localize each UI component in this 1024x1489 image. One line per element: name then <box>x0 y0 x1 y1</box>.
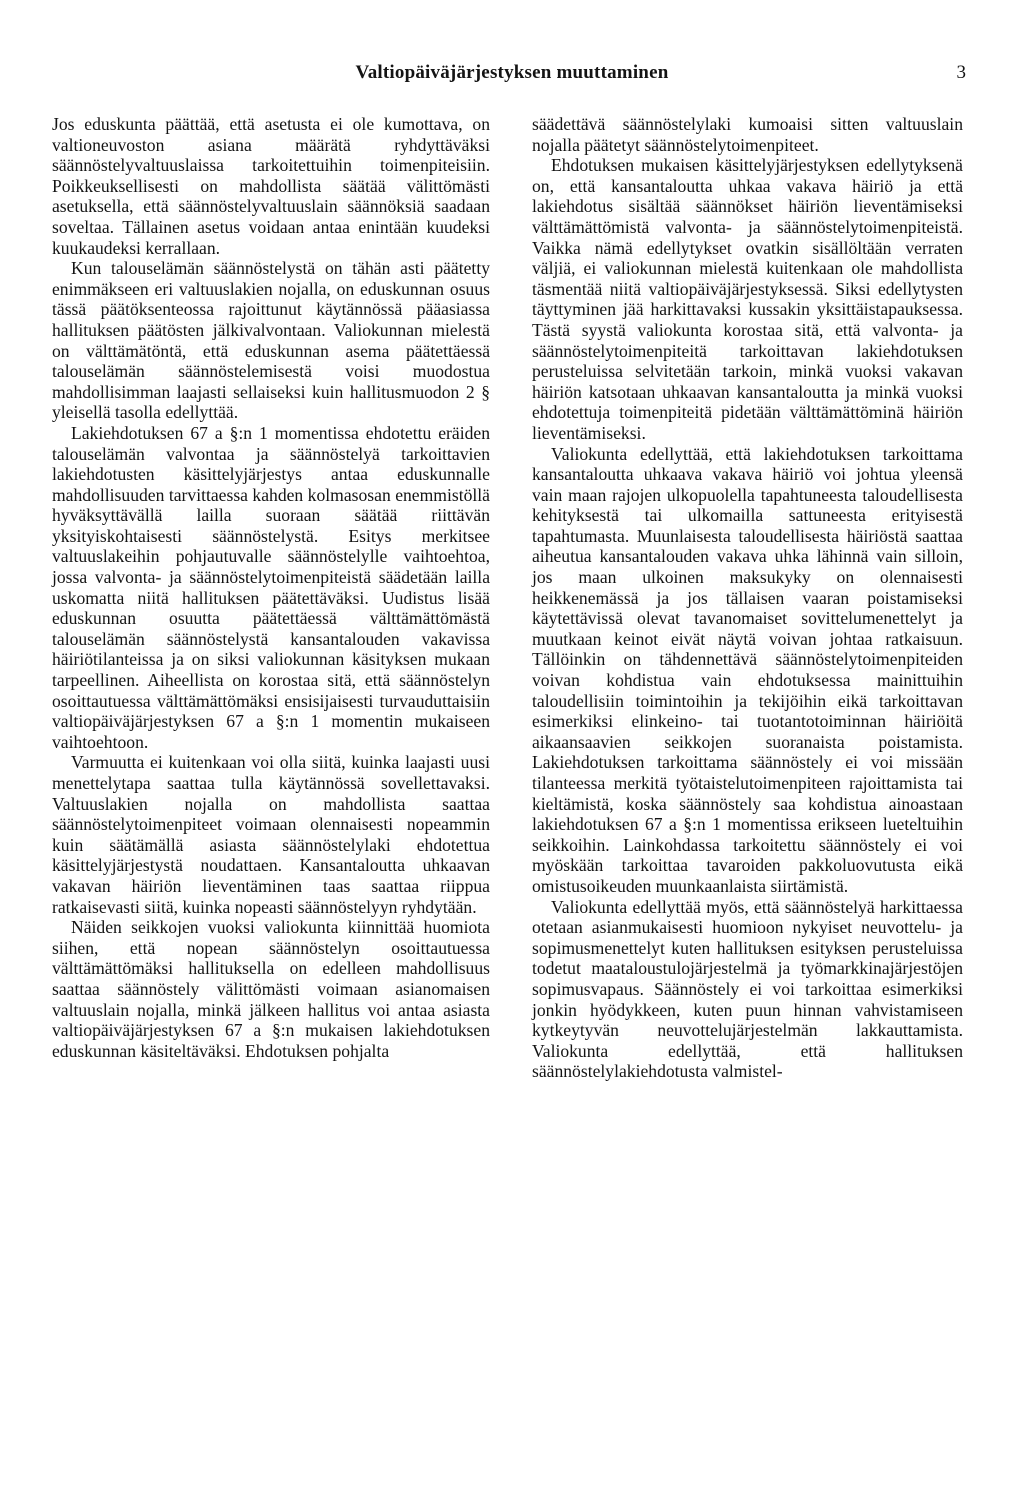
paragraph: Kun talouselämän säännöstelystä on tähän asti päätetty enimmäkseen eri valtuuslakien nojalla, on eduskunnan osuus tässä päätöksenteossa rajoittunut käytännössä pääasiassa hallituksen päätösten jälkivalvontaan. Valiokunnan mielestä on välttämätöntä, että eduskunnan asema päätettäessä talouselämän säännöstelemisestä voisi muodostua mahdollisimman laajasti sellaiseksi kuin hallitusmuodon 2 § yleisellä tasolla edellyttää. <box>52 258 490 423</box>
paragraph: Jos eduskunta päättää, että asetusta ei ole kumottava, on valtioneuvoston asiana määrätä ryhdyttäväksi säännöstelyvaltuuslaissa tarkoitettuihin toimenpiteisiin. Poikkeuksellisesti on mahdollista säätää välittömästi asetuksella, että säännöstelyvaltuuslain säännöksiä saadaan soveltaa. Tällainen asetus voidaan antaa enintään kuudeksi kuukaudeksi kerrallaan. <box>52 114 490 258</box>
left-column <box>52 114 490 1061</box>
paragraph: Valiokunta edellyttää, että lakiehdotuksen tarkoittama kansantaloutta uhkaava vakava häiriö voi johtua yleensä vain maan rajojen ulkopuolella tapahtuneesta taloudellisesta kehityksestä tai ulkomailla sattuneesta erityisestä tapahtumasta. Muunlaisesta taloudellisesta häiriöstä saattaa aiheutua kansantalouden vakava uhka lähinnä vain silloin, jos maan ulkoinen maksukyky on olennaisesti heikkenemässä ja jos tällaisen vaaran poistamiseksi käytettävissä olevat tavanomaiset sovittelumenettelyt ja muutkaan keinot eivät näytä voivan johtaa ratkaisuun. Tällöinkin on tähdennettävä säännöstelytoimenpiteiden voivan kohdistua vain ehdotuksessa mainittuihin taloudellisiin toimintoihin ja tekijöihin eikä tarkoittavan esimerkiksi elinkeino- tai tuotantotoiminnan häiriöitä aikaansaavien seikkojen suoranaista poistamista. Lakiehdotuksen tarkoittama säännöstely ei voi missään tilanteessa merkitä työtaistelutoimenpiteen rajoittamista tai kieltämistä, koska säännöstely saa kohdistua ainoastaan lakiehdotuksen 67 a §:n 1 momentissa erikseen lueteltuihin seikkoihin. Lainkohdassa tarkoitettu säännöstely ei voi myöskään tarkoittaa tavaroiden pakkoluovutusta eikä omistusoikeuden muunkaanlaista siirtämistä. <box>532 443 963 896</box>
page-number: 3 <box>956 62 966 83</box>
paragraph: Valiokunta edellyttää myös, että säännöstelyä harkittaessa otetaan asianmukaisesti huomioon nykyiset neuvottelu- ja sopimusmenettelyt kuten hallituksen esityksen perusteluissa todetut maataloustulojärjestelmä ja työmarkkinajärjestöjen sopimusvapaus. Säännöstely ei voi tarkoittaa esimerkiksi jonkin hyödykkeen, kuten puun hinnan vahvistamiseen kytkeytyvän neuvottelujärjestelmän lakkauttamista. Valiokunta edellyttää, että hallituksen säännöstelylakiehdotusta valmistel- <box>532 896 963 1082</box>
paragraph: Lakiehdotuksen 67 a §:n 1 momentissa ehdotettu eräiden talouselämän valvontaa ja säännöstelyä tarkoittavien lakiehdotusten käsittelyjärjestys antaa eduskunnalle mahdollisuuden tarvittaessa kahden kolmasosan enemmistöllä hyväksyttävällä lailla suoraan säätää riittävän yksityiskohtaisesti säännöstelystä. Esitys merkitsee valtuuslakeihin pohjautuvalle säännöstelylle vaihtoehtoa, jossa valvonta- ja säännöstelytoimenpiteistä säädetään lailla uskomatta niitä hallituksen päätettäväksi. Uudistus lisää eduskunnan osuutta päätettäessä välttämättömästä talouselämän säännöstelystä kansantalouden vakavissa häiriötilanteissa ja on siksi valiokunnan käsityksen mukaan tarpeellinen. Aiheellista on korostaa sitä, että säännöstelyn osoittautuessa välttämättömäksi ensisijaisesti turvauduttaisiin valtiopäiväjärjestyksen 67 a §:n 1 momentin mukaiseen vaihtoehtoon. <box>52 422 490 752</box>
paragraph: Varmuutta ei kuitenkaan voi olla siitä, kuinka laajasti uusi menettelytapa saattaa tulla käytännössä sovellettavaksi. Valtuuslakien nojalla on mahdollista saattaa säännöstelytoimenpiteet voimaan olennaisesti nopeammin kuin säätämällä asiasta säännöstelylaki ehdotettua käsittelyjärjestystä noudattaen. Kansantaloutta uhkaavan vakavan häiriön lieventäminen taas saattaa riippua ratkaisevasti siitä, kuinka nopeasti säännöstelyyn ryhdytään. <box>52 752 490 917</box>
page-header <box>0 62 1024 88</box>
running-title: Valtiopäiväjärjestyksen muuttaminen <box>355 62 669 83</box>
paragraph: Ehdotuksen mukaisen käsittelyjärjestyksen edellytyksenä on, että kansantaloutta uhkaa vakava häiriö ja että lakiehdotus sisältää säännökset häiriön lieventämiseksi välttämättömistä valvonta- ja säännöstelytoimenpiteistä. Vaikka nämä edellytykset ovatkin sisällöltään verraten väljiä, ei valiokunnan mielestä kuitenkaan ole mahdollista täsmentää niitä valtiopäiväjärjestyksessä. Siksi edellytysten täyttyminen jää harkittavaksi kussakin yksittäistapauksessa. Tästä syystä valiokunta korostaa sitä, että valvonta- ja säännöstelytoimenpiteitä tarkoittavan lakiehdotuksen perusteluissa selvitetään tarkoin, minkä vuoksi vakavan häiriön katsotaan uhkaavan kansantaloutta ja minkä vuoksi ehdotettuja toimenpiteitä pidetään välttämättöminä häiriön lieventämiseksi. <box>532 155 963 443</box>
paragraph: säädettävä säännöstelylaki kumoaisi sitten valtuuslain nojalla päätetyt säännöstelytoimenpiteet. <box>532 114 963 155</box>
right-column <box>532 114 963 1082</box>
paragraph: Näiden seikkojen vuoksi valiokunta kiinnittää huomiota siihen, että nopean säännöstelyn osoittautuessa välttämättömäksi hallituksella on edelleen mahdollisuus saattaa säännöstely välittömästi voimaan asianomaisen valtuuslain nojalla, minkä jälkeen hallitus voi antaa asiasta valtiopäiväjärjestyksen 67 a §:n mukaisen lakiehdotuksen eduskunnan käsiteltäväksi. Ehdotuksen pohjalta <box>52 917 490 1061</box>
